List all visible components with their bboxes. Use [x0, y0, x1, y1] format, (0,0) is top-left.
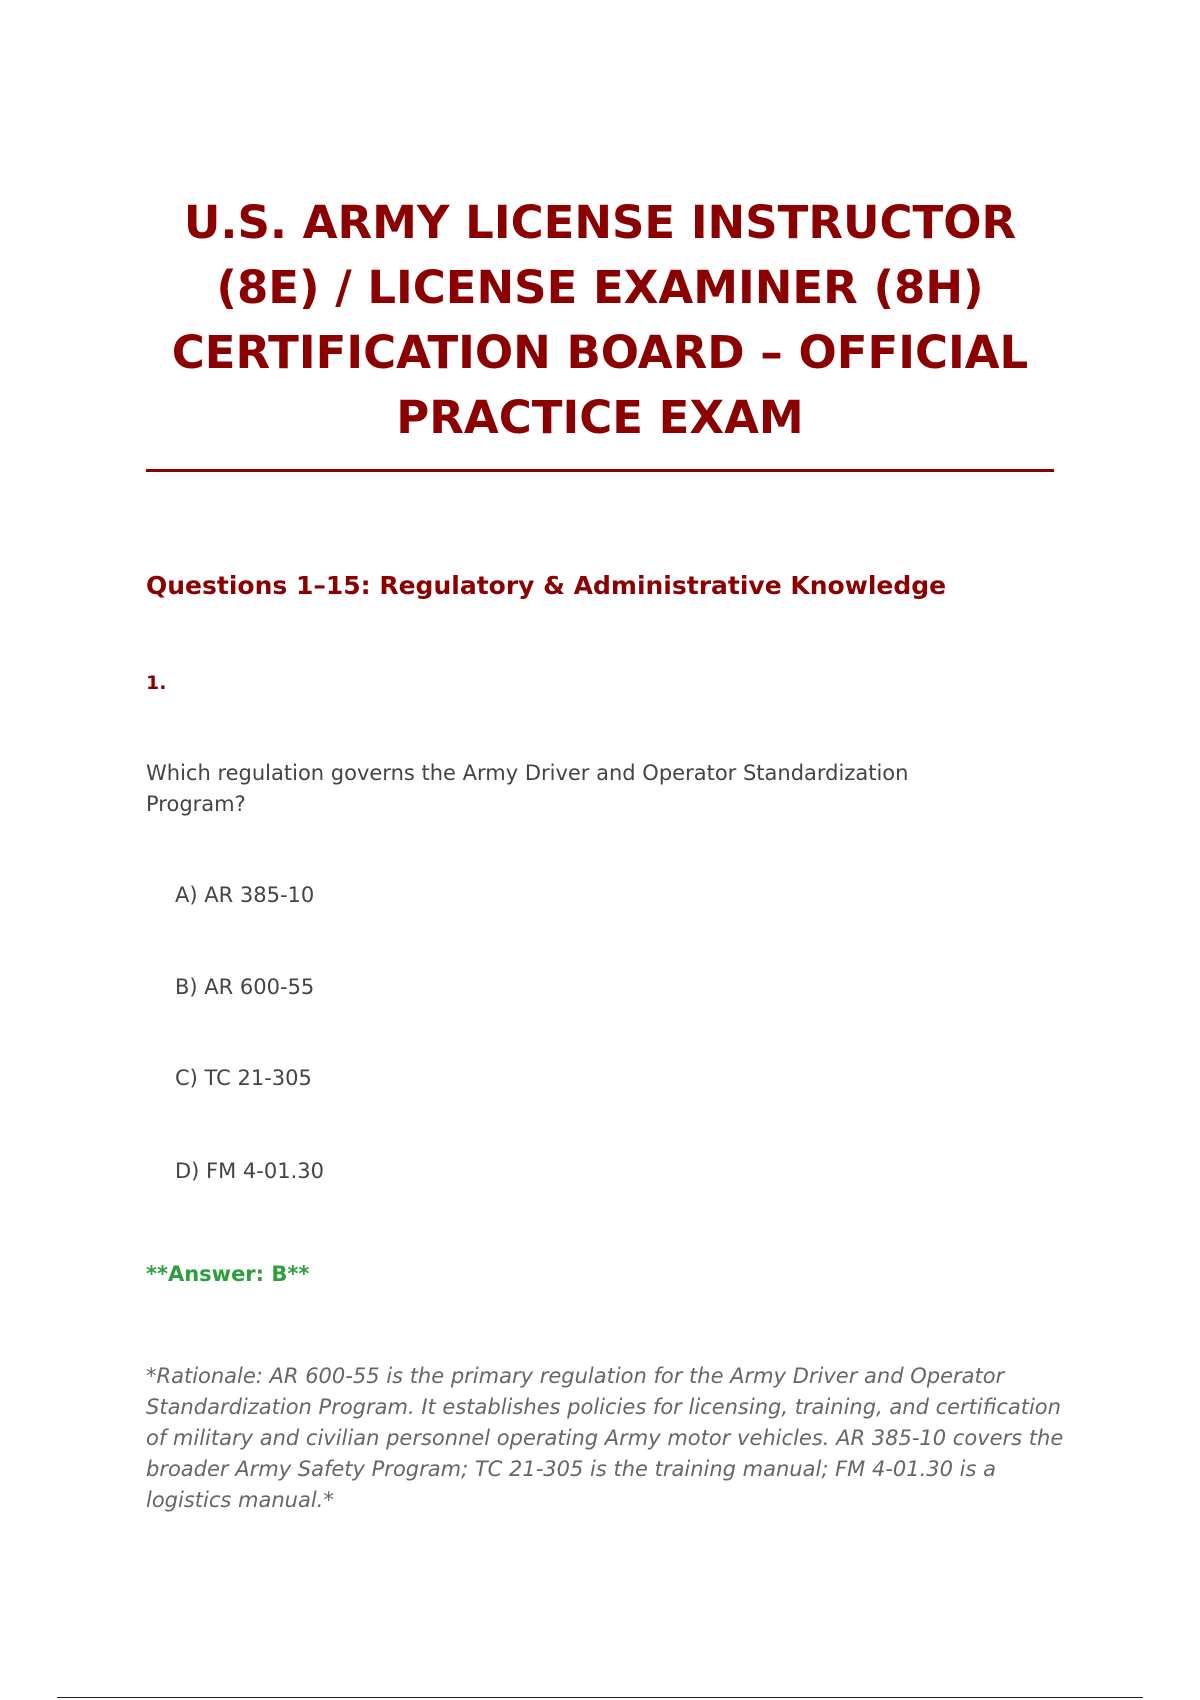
option-c: C) TC 21-305	[175, 1066, 312, 1090]
question-number: 1.	[146, 672, 167, 694]
option-a: A) AR 385-10	[175, 883, 315, 907]
rationale-text: *Rationale: AR 600-55 is the primary regulation for the Army Driver and Operator Standardization Program. It establishes policies for licensing, training, and certification of military and civilian personnel operating Army motor vehicles. AR 385-10 covers the broader Army Safety Program; TC 21-305 is the training manual; FM 4-01.30 is a logistics manual.*	[146, 1364, 1064, 1512]
question-text: Which regulation governs the Army Driver and Operator Standardization Program?	[146, 761, 909, 816]
section-heading: Questions 1–15: Regulatory & Administrative Knowledge	[146, 571, 947, 600]
page-bottom-divider	[57, 1697, 1143, 1698]
title-divider	[146, 469, 1054, 472]
option-d: D) FM 4-01.30	[175, 1159, 324, 1183]
answer-line: **Answer: B**	[146, 1262, 310, 1286]
document-title: U.S. ARMY LICENSE INSTRUCTOR (8E) / LICENSE EXAMINER (8H) CERTIFICATION BOARD – OFFICIAL PRACTICE EXAM	[171, 196, 1029, 444]
option-b: B) AR 600-55	[175, 975, 315, 999]
